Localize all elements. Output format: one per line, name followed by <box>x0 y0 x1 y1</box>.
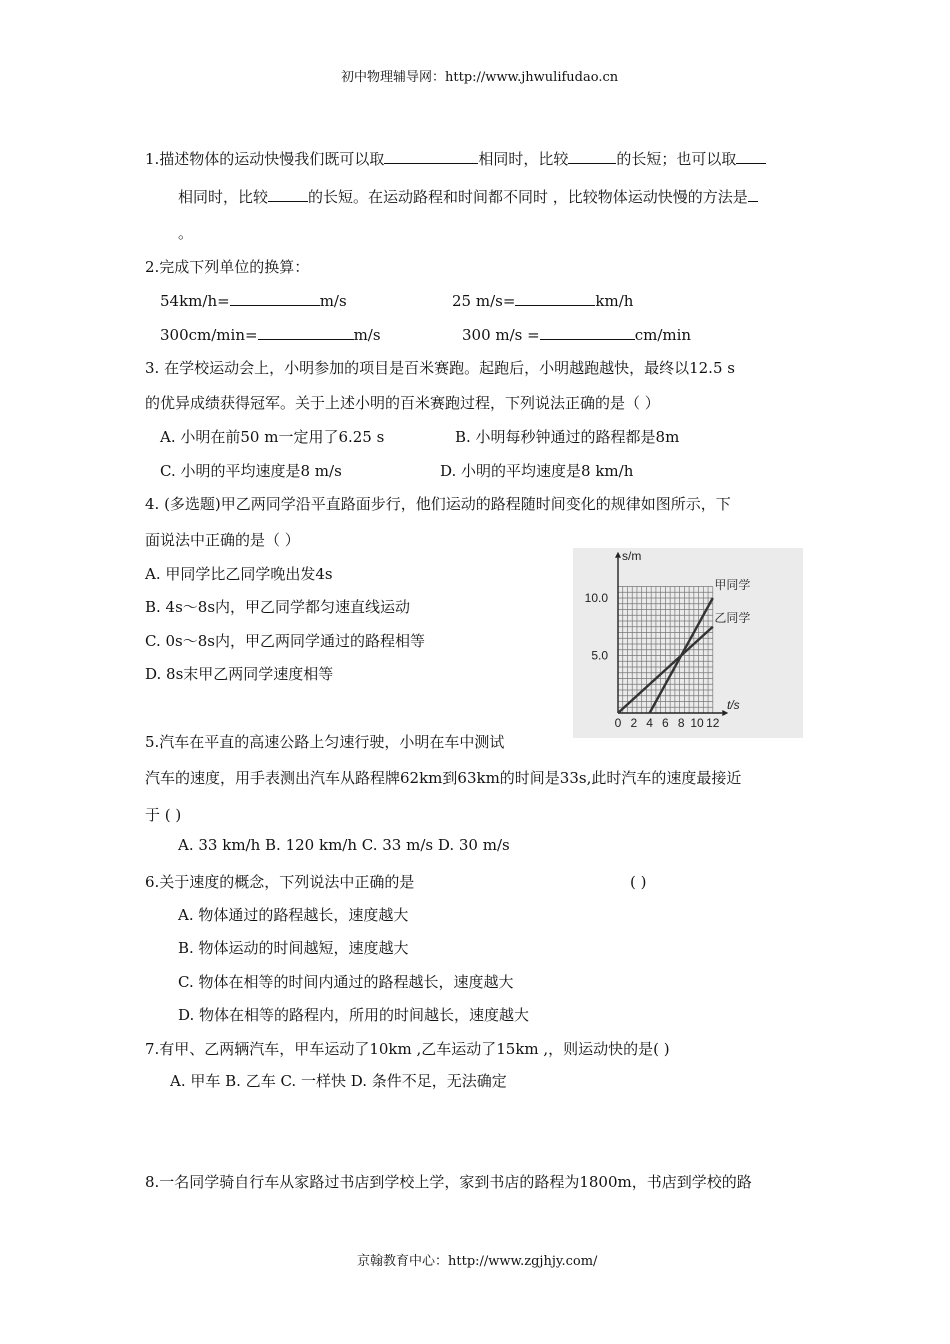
question-5-line-2: 汽车的速度，用手表测出汽车从路程牌62km到63km的时间是33s,此时汽车的速度最接近 <box>145 769 742 787</box>
distance-time-graph <box>573 548 803 738</box>
q1-blank-5 <box>748 186 758 202</box>
question-3-line-1: 3. 在学校运动会上，小明参加的项目是百米赛跑。起跑后，小明越跑越快，最终以12.5 s <box>145 359 735 377</box>
y-axis-label: s/m <box>622 548 642 563</box>
question-5-line-3: 于 ( ) <box>145 806 182 824</box>
x-tick-label: 0 <box>614 716 622 730</box>
question-1-line-2 <box>178 186 758 207</box>
question-7-line-1: 7.有甲、乙两辆汽车，甲车运动了10km ,乙车运动了15km ,，则运动快的是( ) <box>145 1040 670 1058</box>
x-tick-label: 10 <box>690 716 704 730</box>
q4-option-d: D. 8s末甲乙两同学速度相等 <box>145 665 334 683</box>
series-label: 甲同学 <box>714 577 751 592</box>
q2-blank-a <box>230 290 320 306</box>
question-2-title: 2.完成下列单位的换算： <box>145 258 310 276</box>
q2-b-unit: km/h <box>595 292 634 310</box>
q2-item-c <box>160 324 381 345</box>
q1-text-c: 的长短；也可以取 <box>616 150 737 168</box>
q2-item-b <box>452 290 633 311</box>
q2-blank-c <box>258 324 354 340</box>
q6-option-a: A. 物体通过的路程越长，速度越大 <box>178 906 409 924</box>
q5-options: A. 33 km/h B. 120 km/h C. 33 m/s D. 30 m/s <box>178 836 510 854</box>
q2-b-prefix: 25 m/s= <box>452 292 516 310</box>
q1-blank-4 <box>268 186 308 202</box>
q3-option-b: B. 小明每秒钟通过的路程都是8m <box>455 428 680 446</box>
question-8-line-1: 8.一名同学骑自行车从家路过书店到学校上学，家到书店的路程为1800m，书店到学校的路 <box>145 1173 752 1191</box>
q4-option-b: B. 4s～8s内，甲乙同学都匀速直线运动 <box>145 598 411 616</box>
x-axis-label: t/s <box>727 698 740 712</box>
x-tick-label: 12 <box>706 716 720 730</box>
q2-c-prefix: 300cm/min= <box>160 326 258 344</box>
q1-text-b: 相同时，比较 <box>478 150 569 168</box>
q4-option-a: A. 甲同学比乙同学晚出发4s <box>145 565 333 583</box>
q1-text-a: 1.描述物体的运动快慢我们既可以取 <box>145 150 385 168</box>
question-4-line-2: 面说法中正确的是（ ） <box>145 531 300 549</box>
q6-option-d: D. 物体在相等的路程内，所用的时间越长，速度越大 <box>178 1006 530 1024</box>
x-tick-label: 4 <box>646 716 653 730</box>
q1-text-d: 相同时，比较 <box>178 188 269 206</box>
x-tick-label: 6 <box>662 716 669 730</box>
q3-option-c: C. 小明的平均速度是8 m/s <box>160 462 342 480</box>
q7-options: A. 甲车 B. 乙车 C. 一样快 D. 条件不足，无法确定 <box>170 1072 507 1090</box>
q2-blank-d <box>540 324 635 340</box>
page-footer: 京翰教育中心：http://www.zgjhjy.com/ <box>357 1254 598 1269</box>
question-3-line-2: 的优异成绩获得冠军。关于上述小明的百米赛跑过程，下列说法正确的是（ ） <box>145 394 660 412</box>
x-tick-label: 8 <box>677 716 685 730</box>
q4-option-c: C. 0s～8s内，甲乙两同学通过的路程相等 <box>145 632 425 650</box>
series-label: 乙同学 <box>714 611 751 626</box>
q1-blank-2 <box>568 148 616 164</box>
question-1-line-1 <box>145 148 766 169</box>
q2-blank-b <box>515 290 595 306</box>
q2-d-unit: cm/min <box>634 326 692 344</box>
q2-d-prefix: 300 m/s = <box>462 326 540 344</box>
q6-option-b: B. 物体运动的时间越短，速度越大 <box>178 939 409 957</box>
x-tick-label: 2 <box>630 716 638 730</box>
q2-item-d <box>462 324 691 345</box>
q3-option-a: A. 小明在前50 m一定用了6.25 s <box>160 428 385 446</box>
q2-a-prefix: 54km/h= <box>160 292 230 310</box>
y-tick-label: 10.0 <box>584 591 608 605</box>
q1-line-3: 。 <box>178 224 194 242</box>
q3-option-d: D. 小明的平均速度是8 km/h <box>440 462 634 480</box>
q6-answer-paren: ( ) <box>630 873 647 891</box>
question-5-line-1: 5.汽车在平直的高速公路上匀速行驶，小明在车中测试 <box>145 733 505 751</box>
question-4-line-1: 4. (多选题)甲乙两同学沿平直路面步行，他们运动的路程随时间变化的规律如图所示，下 <box>145 495 731 513</box>
graph-grid <box>618 587 713 714</box>
q2-c-unit: m/s <box>353 326 381 344</box>
q1-blank-1 <box>384 148 478 164</box>
q6-option-c: C. 物体在相等的时间内通过的路程越长，速度越大 <box>178 973 514 991</box>
q1-blank-3 <box>736 148 766 164</box>
q2-item-a <box>160 290 347 311</box>
y-tick-label: 5.0 <box>591 648 608 663</box>
page-header: 初中物理辅导网：http://www.jhwulifudao.cn <box>341 70 619 85</box>
question-6-title: 6.关于速度的概念，下列说法中正确的是 <box>145 873 415 891</box>
q2-a-unit: m/s <box>319 292 347 310</box>
q1-text-e: 的长短。在运动路程和时间都不同时 ，比较物体运动快慢的方法是 <box>308 188 748 206</box>
